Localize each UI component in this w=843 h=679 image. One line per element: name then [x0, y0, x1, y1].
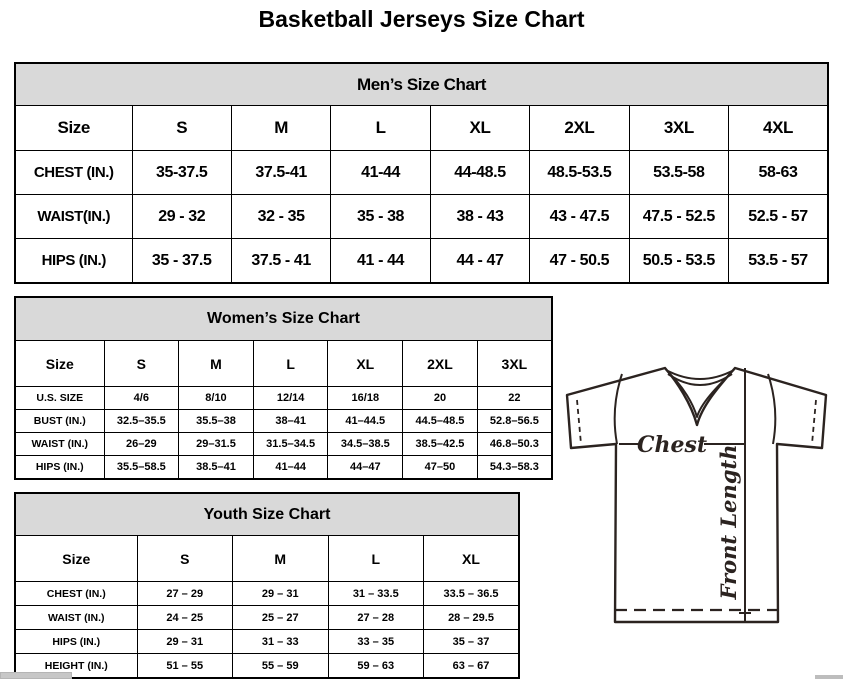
size-cell: 37.5-41 [231, 151, 330, 195]
size-cell: 35.5–58.5 [104, 456, 179, 480]
row-label: HEIGHT (IN.) [15, 654, 137, 679]
column-header: 2XL [530, 106, 629, 151]
row-label: U.S. SIZE [15, 387, 104, 410]
size-cell: 22 [477, 387, 552, 410]
column-header: 2XL [403, 341, 478, 387]
size-cell: 34.5–38.5 [328, 433, 403, 456]
column-header: XL [424, 536, 520, 582]
size-cell: 29 – 31 [233, 582, 329, 606]
table-row [15, 606, 519, 630]
youth-size-table [14, 492, 520, 679]
mens-size-table [14, 62, 829, 284]
column-header: M [231, 106, 330, 151]
size-cell: 31 – 33 [233, 630, 329, 654]
size-cell: 28 – 29.5 [424, 606, 520, 630]
size-cell: 55 – 59 [233, 654, 329, 679]
column-header: 4XL [729, 106, 828, 151]
mens-table-title: Men’s Size Chart [15, 63, 828, 106]
youth-header-row [15, 536, 519, 582]
column-header: S [132, 106, 231, 151]
size-cell: 35.5–38 [179, 410, 254, 433]
scrollbar-fragment-left[interactable] [0, 672, 72, 679]
mens-header-row [15, 106, 828, 151]
column-header: 3XL [477, 341, 552, 387]
column-header: L [328, 536, 424, 582]
row-label: CHEST (IN.) [15, 582, 137, 606]
size-cell: 35 - 37.5 [132, 239, 231, 284]
size-cell: 53.5-58 [629, 151, 728, 195]
table-row [15, 239, 828, 284]
youth-title-row [15, 493, 519, 536]
mens-title-row [15, 63, 828, 106]
column-header: Size [15, 536, 137, 582]
size-cell: 48.5-53.5 [530, 151, 629, 195]
size-cell: 25 – 27 [233, 606, 329, 630]
row-label: CHEST (IN.) [15, 151, 132, 195]
womens-size-table [14, 296, 553, 480]
scrollbar-fragment-right[interactable] [815, 675, 843, 679]
table-row [15, 387, 552, 410]
size-cell: 59 – 63 [328, 654, 424, 679]
size-cell: 47.5 - 52.5 [629, 195, 728, 239]
page-title: Basketball Jerseys Size Chart [258, 6, 585, 32]
size-cell: 50.5 - 53.5 [629, 239, 728, 284]
size-cell: 38.5–42.5 [403, 433, 478, 456]
size-cell: 47 - 50.5 [530, 239, 629, 284]
size-cell: 44.5–48.5 [403, 410, 478, 433]
size-cell: 35-37.5 [132, 151, 231, 195]
womens-header-row [15, 341, 552, 387]
size-cell: 52.5 - 57 [729, 195, 828, 239]
size-cell: 41–44 [253, 456, 328, 480]
column-header: 3XL [629, 106, 728, 151]
size-cell: 47–50 [403, 456, 478, 480]
youth-table-title: Youth Size Chart [15, 493, 519, 536]
column-header: L [253, 341, 328, 387]
row-label: BUST (IN.) [15, 410, 104, 433]
size-cell: 27 – 29 [137, 582, 233, 606]
row-label: WAIST(IN.) [15, 195, 132, 239]
size-cell: 58-63 [729, 151, 828, 195]
column-header: Size [15, 106, 132, 151]
size-cell: 32.5–35.5 [104, 410, 179, 433]
womens-title-row [15, 297, 552, 341]
womens-table-title: Women’s Size Chart [15, 297, 552, 341]
size-cell: 29–31.5 [179, 433, 254, 456]
size-cell: 35 - 38 [331, 195, 430, 239]
size-cell: 41 - 44 [331, 239, 430, 284]
size-cell: 44-48.5 [430, 151, 529, 195]
row-label: WAIST (IN.) [15, 606, 137, 630]
column-header: M [179, 341, 254, 387]
column-header: XL [430, 106, 529, 151]
chest-label: Chest [636, 432, 708, 458]
table-row [15, 195, 828, 239]
size-cell: 20 [403, 387, 478, 410]
size-cell: 29 - 32 [132, 195, 231, 239]
size-cell: 27 – 28 [328, 606, 424, 630]
size-cell: 52.8–56.5 [477, 410, 552, 433]
size-cell: 8/10 [179, 387, 254, 410]
jersey-outline-shape [567, 368, 826, 622]
table-row [15, 582, 519, 606]
size-cell: 53.5 - 57 [729, 239, 828, 284]
size-cell: 44–47 [328, 456, 403, 480]
size-cell: 54.3–58.3 [477, 456, 552, 480]
size-cell: 41–44.5 [328, 410, 403, 433]
table-row [15, 151, 828, 195]
size-cell: 31 – 33.5 [328, 582, 424, 606]
column-header: S [137, 536, 233, 582]
size-cell: 44 - 47 [430, 239, 529, 284]
table-row [15, 654, 519, 679]
size-cell: 33 – 35 [328, 630, 424, 654]
size-cell: 38.5–41 [179, 456, 254, 480]
table-row [15, 433, 552, 456]
size-cell: 26–29 [104, 433, 179, 456]
column-header: XL [328, 341, 403, 387]
row-label: WAIST (IN.) [15, 433, 104, 456]
collar-line [666, 370, 734, 379]
size-cell: 33.5 – 36.5 [424, 582, 520, 606]
size-cell: 51 – 55 [137, 654, 233, 679]
size-cell: 32 - 35 [231, 195, 330, 239]
size-cell: 63 – 67 [424, 654, 520, 679]
jersey-measurement-diagram [556, 356, 843, 646]
size-cell: 38 - 43 [430, 195, 529, 239]
size-cell: 29 – 31 [137, 630, 233, 654]
column-header: S [104, 341, 179, 387]
table-row [15, 630, 519, 654]
size-cell: 16/18 [328, 387, 403, 410]
column-header: M [233, 536, 329, 582]
size-cell: 46.8–50.3 [477, 433, 552, 456]
size-cell: 35 – 37 [424, 630, 520, 654]
size-cell: 38–41 [253, 410, 328, 433]
row-label: HIPS (IN.) [15, 239, 132, 284]
column-header: L [331, 106, 430, 151]
row-label: HIPS (IN.) [15, 630, 137, 654]
table-row [15, 410, 552, 433]
row-label: HIPS (IN.) [15, 456, 104, 480]
size-cell: 12/14 [253, 387, 328, 410]
table-row [15, 456, 552, 480]
size-cell: 37.5 - 41 [231, 239, 330, 284]
size-cell: 24 – 25 [137, 606, 233, 630]
size-cell: 4/6 [104, 387, 179, 410]
front-length-label: Front Length [716, 444, 741, 600]
size-cell: 43 - 47.5 [530, 195, 629, 239]
size-cell: 41-44 [331, 151, 430, 195]
column-header: Size [15, 341, 104, 387]
size-cell: 31.5–34.5 [253, 433, 328, 456]
